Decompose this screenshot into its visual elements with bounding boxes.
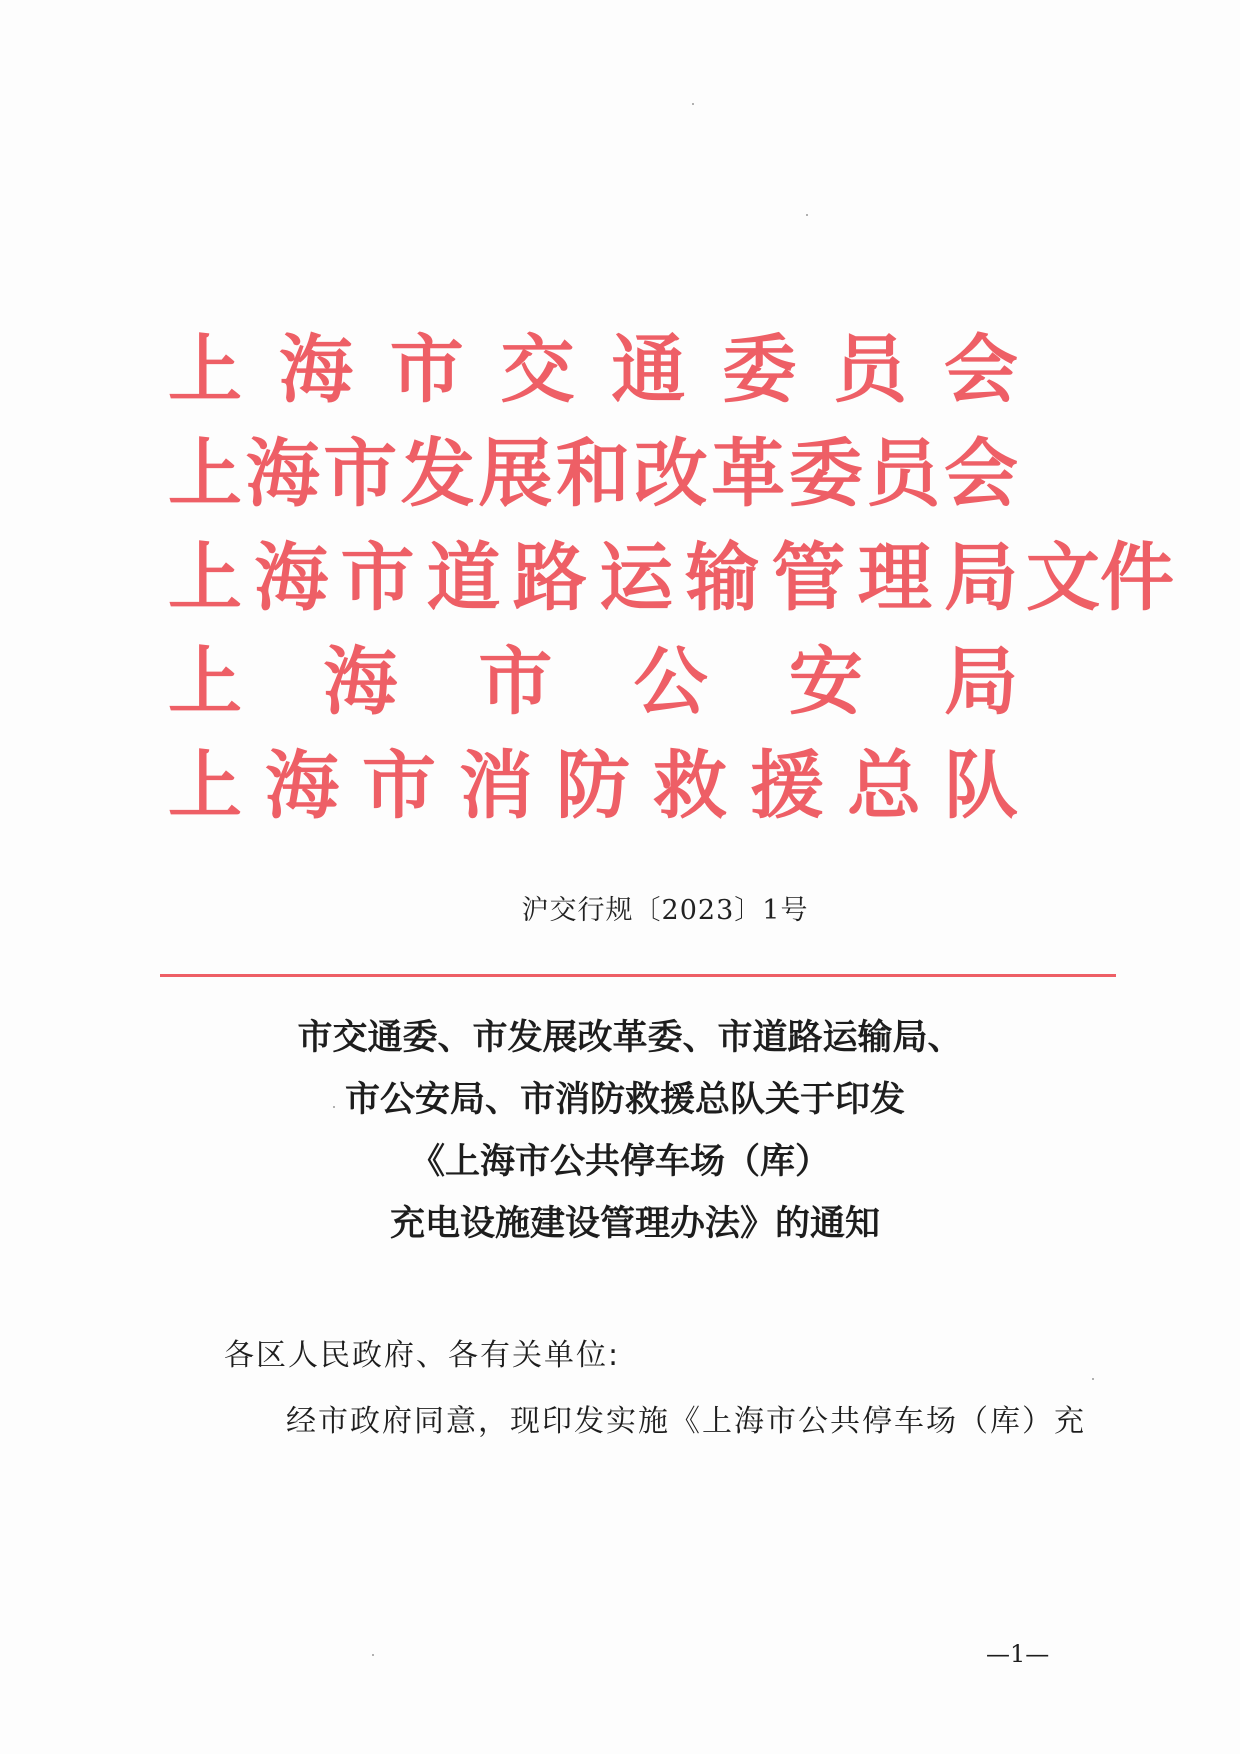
issuer-char: 海 [278,327,353,413]
issuer-char: 局 [943,535,1018,621]
issuer-char: 总 [847,743,921,829]
issuer-char: 安 [788,639,863,725]
issuer-char: 路 [512,535,587,621]
issuer-char: 海 [254,535,329,621]
issuer-char: 展 [478,431,553,517]
issuing-authorities [168,318,1178,838]
scan-speck [806,214,808,216]
red-divider-line [160,974,1116,977]
body-paragraph-first-line: 经市政府同意，现印发实施《上海市公共停车场（库）充 [286,1404,1086,1439]
issuer-char: 管 [771,535,846,621]
issuer-char: 会 [943,327,1018,413]
issuer-char: 上 [168,743,242,829]
issuer-char: 海 [323,639,398,725]
issuer-name [168,734,1018,838]
issuer-char: 市 [389,327,464,413]
issuer-line-transport-commission [168,318,1178,422]
issuer-char: 员 [833,327,908,413]
issuer-name [168,630,1018,734]
issuer-char: 和 [555,431,630,517]
issuer-char: 海 [265,743,339,829]
issuer-char: 上 [168,535,242,621]
issuer-name [168,526,1018,630]
title-line: 《上海市公共停车场（库） [409,1141,830,1182]
issuer-char: 队 [944,743,1018,829]
issuer-char: 理 [857,535,932,621]
title-line: 市公安局、市消防救援总队关于印发 [344,1079,905,1120]
issuer-char: 防 [556,743,630,829]
issuer-char: 委 [788,431,863,517]
issuer-char: 救 [653,743,727,829]
issuer-char: 市 [340,535,415,621]
issuer-char: 革 [711,431,786,517]
issuer-char: 市 [478,639,553,725]
issuer-line-fire-rescue-corps [168,734,1178,838]
issuer-char: 运 [599,535,674,621]
issuer-char: 海 [245,431,320,517]
issuer-char: 道 [426,535,501,621]
issuer-name [168,422,1018,526]
issuer-line-road-transport-bureau [168,526,1178,630]
title-line: 充电设施建设管理办法》的通知 [389,1203,880,1244]
issuer-line-public-security-bureau [168,630,1178,734]
issuer-char: 上 [168,639,242,725]
scan-speck [372,1654,374,1656]
issuer-char: 通 [611,327,686,413]
issuer-char: 改 [633,431,708,517]
notice-title [0,1007,1240,1255]
document-number: 沪交行规〔2023〕1号 [521,895,809,926]
title-line: 市交通委、市发展改革委、市道路运输局、 [297,1017,963,1058]
issuer-char: 上 [168,431,242,517]
salutation: 各区人民政府、各有关单位: [224,1338,621,1373]
issuer-char: 会 [943,431,1018,517]
issuer-char: 委 [722,327,797,413]
issuer-char: 市 [362,743,436,829]
issuer-char: 上 [168,327,242,413]
scan-speck [1092,1378,1094,1380]
page-number: —1— [986,1640,1050,1668]
issuer-char: 公 [633,639,708,725]
issuer-char: 援 [750,743,824,829]
issuer-char: 输 [685,535,760,621]
issuer-suffix-document: 文件 [1026,535,1174,621]
scan-speck [692,103,694,105]
issuer-char: 局 [943,639,1018,725]
issuer-char: 交 [500,327,575,413]
scan-speck [333,1106,335,1108]
issuer-name [168,318,1018,422]
issuer-char: 消 [459,743,533,829]
issuer-line-development-reform-commission [168,422,1178,526]
issuer-char: 市 [323,431,398,517]
issuer-char: 员 [866,431,941,517]
issuer-char: 发 [400,431,475,517]
